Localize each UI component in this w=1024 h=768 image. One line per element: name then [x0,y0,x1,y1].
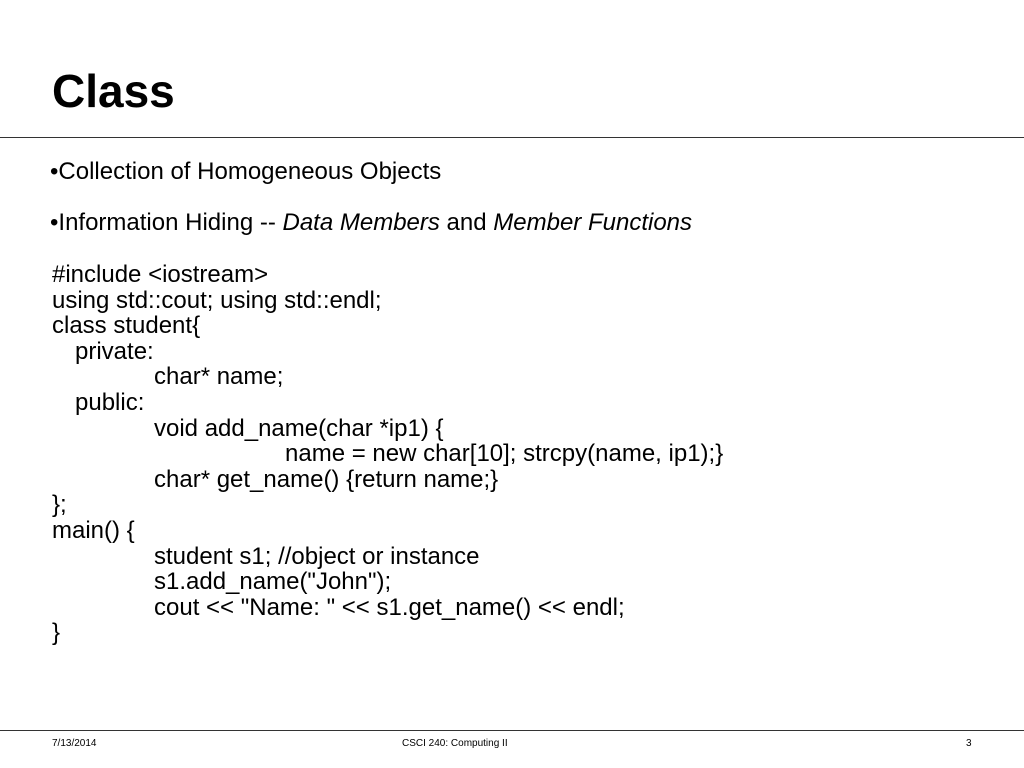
member-functions-term: Member Functions [493,209,693,236]
code-line: char* get_name() {return name;} [154,465,499,493]
code-line: cout << "Name: " << s1.get_name() << endl; [154,593,625,621]
code-line: public: [75,388,145,416]
code-line: s1.add_name("John"); [154,568,392,596]
code-line: private: [75,337,154,365]
slide-title: Class [52,65,175,117]
code-line: using std::cout; using std::endl; [52,286,382,314]
code-line: char* name; [154,363,284,391]
footer-divider [0,730,1024,731]
title-divider [0,137,1024,138]
code-line: } [52,619,61,647]
footer-date: 7/13/2014 [52,738,97,749]
code-line: main() { [52,516,135,544]
code-listing [52,262,723,646]
footer-course-title: CSCI 240: Computing II [402,738,508,749]
page-number: 3 [966,738,972,749]
code-line: name = new char[10]; strcpy(name, ip1);} [285,440,724,468]
data-members-term: Data Members [282,209,440,236]
code-line: class student{ [52,312,201,340]
code-line: }; [52,491,67,519]
code-line: void add_name(char *ip1) { [154,414,444,442]
bullet-collection [50,158,441,186]
bullet-information-hiding [50,209,692,237]
code-line: student s1; //object or instance [154,542,480,570]
bullet-information-hiding-prefix: •Information Hiding -- [50,209,283,236]
bullet-information-hiding-and: and [439,209,494,236]
bullet-collection-text: •Collection of Homogeneous Objects [50,158,442,185]
code-line: #include <iostream> [52,261,269,288]
